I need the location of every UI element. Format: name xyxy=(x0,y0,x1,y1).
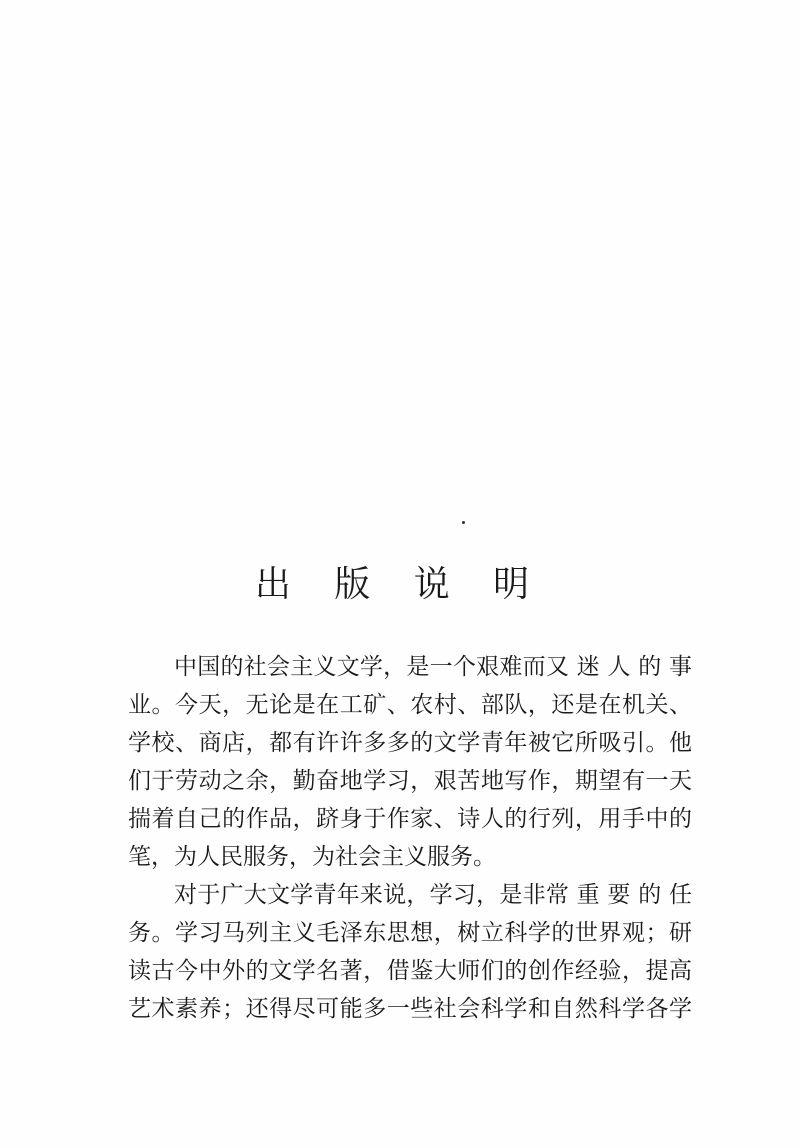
text-line: 笔，为人民服务，为社会主义服务。 xyxy=(128,844,496,870)
paragraph-2 xyxy=(128,876,692,1028)
text-line: 业。今天，无论是在工矿、农村、部队，还是在机关、 xyxy=(128,692,692,718)
text-line: 艺术素养；还得尽可能多一些社会科学和自然科学各学 xyxy=(128,996,692,1022)
page-title: 出 版 说 明 xyxy=(254,564,546,605)
text-line: 对于广大文学青年来说，学习，是非常 重 要 的 任 xyxy=(174,882,692,908)
text-line: 务。学习马列主义毛泽东思想，树立科学的世界观；研 xyxy=(128,920,692,946)
body-text xyxy=(128,648,692,1028)
paragraph-1 xyxy=(128,648,692,876)
text-line: 学校、商店，都有许许多多的文学青年被它所吸引。他 xyxy=(128,730,692,756)
text-line: 中国的社会主义文学，是一个艰难而又 迷 人 的 事 xyxy=(174,654,692,680)
text-line: 读古今中外的文学名著，借鉴大师们的创作经验，提高 xyxy=(128,958,692,984)
text-line: 揣着自己的作品，跻身于作家、诗人的行列，用手中的 xyxy=(128,806,692,832)
print-speck xyxy=(462,521,465,524)
text-line: 们于劳动之余，勤奋地学习，艰苦地写作，期望有一天 xyxy=(128,768,692,794)
